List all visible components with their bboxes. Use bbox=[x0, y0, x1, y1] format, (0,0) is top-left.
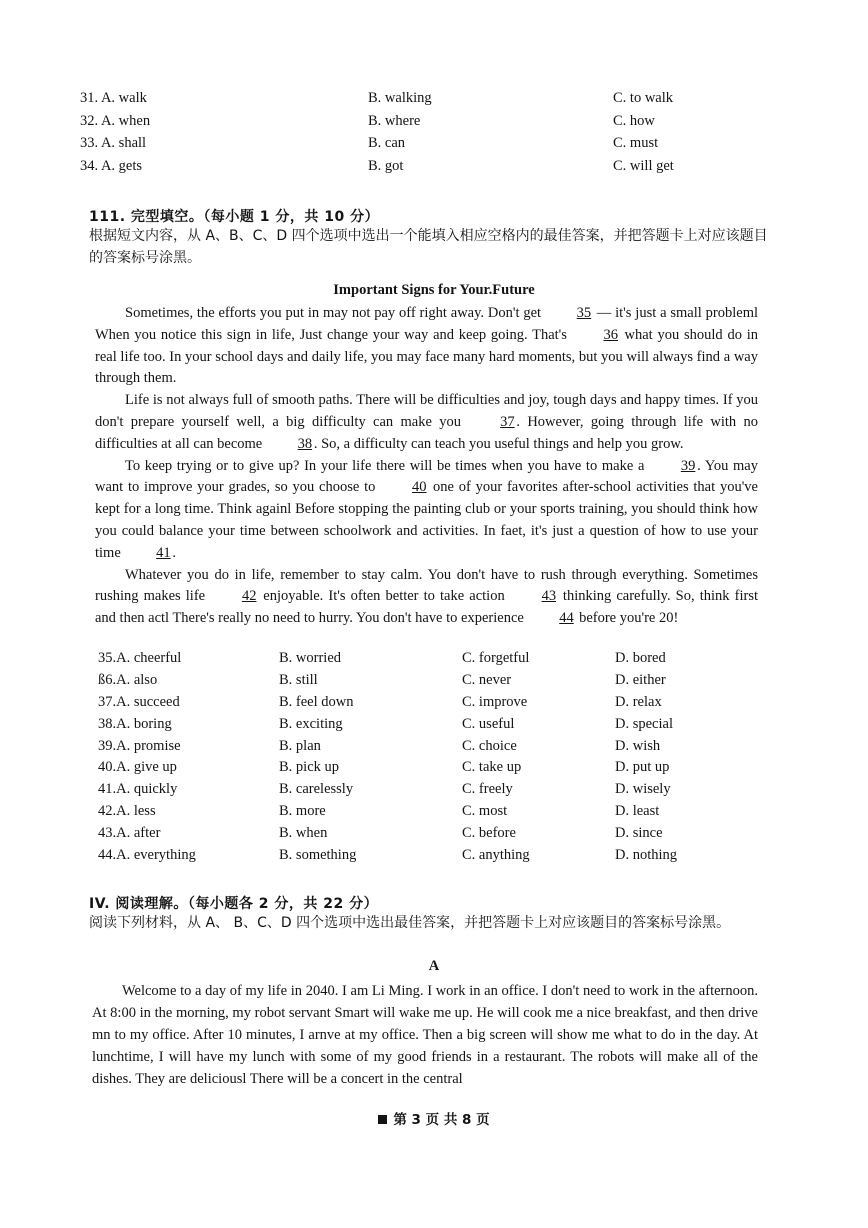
option-d: D. put up bbox=[615, 759, 670, 776]
option-c: C. how bbox=[613, 112, 655, 129]
blank-35: 35 bbox=[576, 305, 592, 321]
blank-41: 41 bbox=[156, 544, 171, 561]
option-a: 32. A. when bbox=[80, 112, 151, 129]
option-a: 43.A. after bbox=[98, 825, 161, 842]
option-row bbox=[98, 825, 778, 847]
option-c: C. most bbox=[462, 803, 508, 820]
blank-44: 44 bbox=[559, 610, 574, 627]
option-c: C. choice bbox=[462, 737, 517, 754]
text: before you're 20! bbox=[575, 610, 679, 627]
option-a: 37.A. succeed bbox=[98, 693, 180, 710]
text: what you should do in real life too. In your school days and daily life, you may face many hard moments, but you will always find a way through them. bbox=[95, 326, 758, 387]
option-row bbox=[98, 803, 778, 825]
option-b: B. plan bbox=[279, 737, 321, 754]
text: thinking carefully. So, think first and then actl There's really no need to hurry. You don't have to experience bbox=[95, 588, 758, 627]
prev-options-grid bbox=[80, 90, 780, 180]
option-a: 44.A. everything bbox=[98, 847, 196, 864]
option-b: B. walking bbox=[368, 90, 432, 106]
option-a: 38.A. boring bbox=[98, 715, 172, 732]
text: Life is not always full of smooth paths. There will be difficulties and joy, tough days and happy times. If you don't prepare yourself well, a big difficulty can make you bbox=[95, 392, 758, 430]
option-d: D. bored bbox=[615, 650, 666, 666]
paragraph-2 bbox=[95, 390, 758, 455]
option-row bbox=[80, 90, 780, 113]
option-b: B. pick up bbox=[279, 759, 340, 776]
option-d: D. wish bbox=[615, 737, 661, 754]
option-d: D. wisely bbox=[615, 781, 671, 798]
reading-paragraph: Welcome to a day of my life in 2040. I am Li Ming. I work in an office. I don't need to work in the afternoon. At 8:00 in the morning, my robot servant Smart will wake me up. He will cook me a nice breakfast, and then drive mn to my office. After 10 minutes, I arnve at my office. Then a big screen will show me what to do in the day. At lunchtime, I will have my lunch with some of my good friends in a restaurant. The robots will make all of the dishes. They are deliciousl There will be a concert in the central bbox=[92, 983, 758, 1087]
option-b: B. more bbox=[279, 803, 326, 820]
option-b: B. when bbox=[279, 825, 328, 842]
paragraph-3 bbox=[95, 456, 758, 565]
text: enjoyable. It's often better to take action bbox=[258, 588, 510, 605]
option-b: B. still bbox=[279, 671, 318, 688]
option-d: D. special bbox=[615, 715, 673, 732]
option-b: B. can bbox=[368, 135, 406, 151]
option-c: C. improve bbox=[462, 693, 528, 710]
option-b: B. worried bbox=[279, 650, 342, 666]
option-row bbox=[80, 158, 780, 181]
passage-title: Important Signs for Your.Future bbox=[333, 282, 535, 298]
option-row bbox=[98, 847, 778, 869]
option-d: D. least bbox=[615, 803, 660, 820]
option-c: C. take up bbox=[462, 759, 522, 776]
option-a: 34. A. gets bbox=[80, 157, 143, 174]
blank-39: 39 bbox=[680, 457, 696, 474]
option-c: C. never bbox=[462, 671, 512, 688]
option-c: C. to walk bbox=[613, 90, 674, 106]
paragraph-4 bbox=[95, 565, 758, 630]
option-c: C. forgetful bbox=[462, 650, 530, 666]
option-b: B. where bbox=[368, 112, 421, 129]
option-b: B. carelessly bbox=[279, 781, 354, 798]
text: — it's just a small probleml When you notice this sign in life, Just change your way and keep going. That's bbox=[95, 305, 758, 343]
option-a: 42.A. less bbox=[98, 803, 156, 820]
text: . You may want to improve your grades, so you choose to bbox=[95, 457, 758, 496]
page-footer bbox=[0, 1108, 868, 1128]
option-row bbox=[98, 759, 778, 781]
text: To keep trying or to give up? In your life there will be times when you have to make a bbox=[125, 457, 650, 474]
blank-43: 43 bbox=[541, 588, 557, 605]
option-c: C. before bbox=[462, 825, 516, 842]
option-a: 33. A. shall bbox=[80, 135, 147, 151]
option-c: C. must bbox=[613, 135, 659, 151]
text: . bbox=[172, 544, 177, 561]
cloze-options-grid bbox=[98, 650, 778, 869]
option-row bbox=[98, 781, 778, 803]
option-c: C. anything bbox=[462, 847, 530, 864]
blank-37: 37 bbox=[500, 413, 515, 430]
cloze-passage bbox=[95, 303, 758, 630]
option-row bbox=[98, 672, 778, 694]
option-row bbox=[98, 738, 778, 760]
section-4-heading: IV. 阅读理解。（每小题各 2 分，共 22 分） bbox=[89, 896, 379, 912]
section-3-heading: 111. 完型填空。（每小题 1 分，共 10 分） bbox=[89, 209, 380, 225]
option-c: C. will get bbox=[613, 157, 674, 174]
option-row bbox=[98, 694, 778, 716]
text: Sometimes, the efforts you put in may not pay off right away. Don't get bbox=[125, 305, 545, 321]
page-number: 第 3 页 共 8 页 bbox=[393, 1112, 490, 1128]
option-a: 35.A. cheerful bbox=[98, 650, 182, 666]
option-row bbox=[98, 650, 778, 672]
blank-40: 40 bbox=[411, 479, 427, 496]
paragraph-1 bbox=[95, 303, 758, 390]
blank-38: 38 bbox=[297, 435, 313, 452]
option-b: B. exciting bbox=[279, 715, 343, 732]
option-b: B. got bbox=[368, 157, 404, 174]
option-b: B. something bbox=[279, 847, 357, 864]
blank-42: 42 bbox=[241, 588, 257, 605]
option-d: D. relax bbox=[615, 693, 662, 710]
text: Whatever you do in life, remember to stay calm. You don't have to rush through everything. Sometimes rushing makes life bbox=[95, 566, 758, 605]
option-c: C. freely bbox=[462, 781, 513, 798]
square-marker-icon bbox=[378, 1115, 387, 1124]
option-a: 31. A. walk bbox=[80, 90, 147, 106]
option-row bbox=[98, 716, 778, 738]
option-a: 40.A. give up bbox=[98, 759, 177, 776]
option-d: D. since bbox=[615, 825, 663, 842]
option-row bbox=[80, 113, 780, 136]
option-b: B. feel down bbox=[279, 693, 354, 710]
section-4-instruction: 阅读下列材料，从 A、 B、C、D 四个选项中选出最佳答案，并把答题卡上对应该题目的答案标号涂黑。 bbox=[89, 915, 731, 931]
section-3-instruction: 根据短文内容，从 A、B、C、D 四个选项中选出一个能填入相应空格内的最佳答案，并把答题卡上对应该题目的答案标号涂黑。 bbox=[89, 228, 768, 266]
blank-36: 36 bbox=[603, 326, 618, 343]
text: one of your favorites after-school activities that you've kept for a long time. Think againl Before stopping the painting club or your sports training, you should think how you could balance your time between schoolwork and activities. In faet, it's just a question of how to use your time bbox=[95, 479, 758, 561]
option-row bbox=[80, 135, 780, 158]
reading-passage bbox=[92, 980, 758, 1090]
option-d: D. nothing bbox=[615, 847, 678, 864]
option-a: ß6.A. also bbox=[98, 671, 158, 688]
text: . However, going through life with no difficulties at all can become bbox=[95, 413, 758, 452]
option-c: C. useful bbox=[462, 715, 515, 732]
text: . So, a difficulty can teach you useful things and help you grow. bbox=[313, 435, 684, 452]
option-d: D. either bbox=[615, 671, 666, 688]
option-a: 41.A. quickly bbox=[98, 781, 178, 798]
passage-letter: A bbox=[428, 958, 440, 974]
option-a: 39.A. promise bbox=[98, 737, 181, 754]
